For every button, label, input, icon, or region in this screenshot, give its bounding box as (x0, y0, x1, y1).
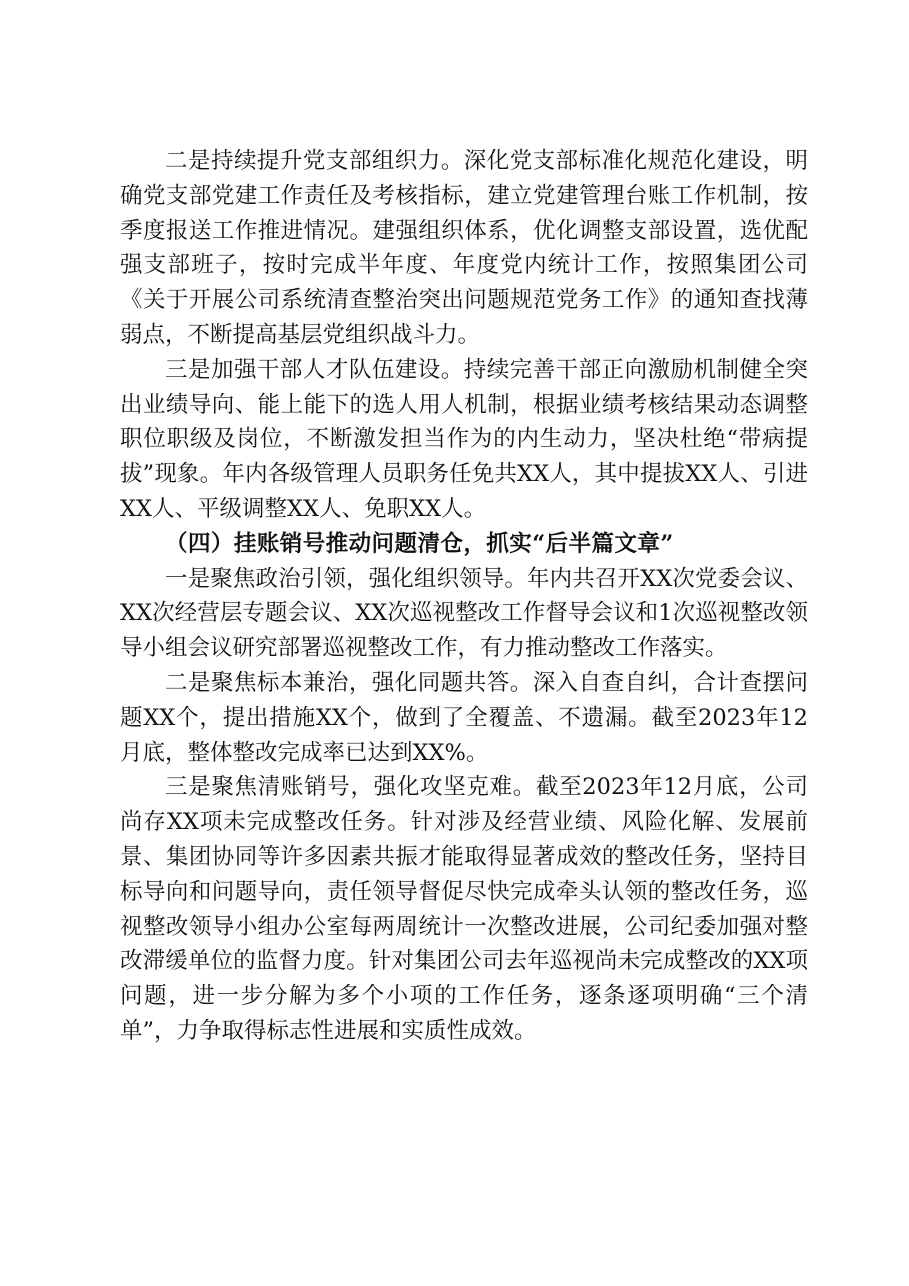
paragraph-root-causes: 二是聚焦标本兼治，强化同题共答。深入自查自纠，合计查摆问题XX个，提出措施XX个，做到了全覆盖、不遗漏。截至2023年12月底，整体整改完成率已达到XX%。 (120, 669, 808, 766)
paragraph-cadre-talent-team: 三是加强干部人才队伍建设。持续完善干部正向激励机制健全突出业绩导向、能上能下的选人用人机制，根据业绩考核结果动态调整职位职级及岗位，不断激发担当作为的内生动力，坚决杜绝“带病提拔”现象。年内各级管理人员职务任免共XX人，其中提拔XX人、引进XX人、平级调整XX人、免职XX人。 (120, 356, 808, 522)
document-body (120, 144, 808, 1049)
paragraph-political-leadership: 一是聚焦政治引领，强化组织领导。年内共召开XX次党委会议、XX次经营层专题会议、XX次巡视整改工作督导会议和1次巡视整改领导小组会议研究部署巡视整改工作，有力推动整改工作落实。 (120, 565, 808, 662)
paragraph-party-branch-organization: 二是持续提升党支部组织力。深化党支部标准化规范化建设，明确党支部党建工作责任及考核指标，建立党建管理台账工作机制，按季度报送工作推进情况。建强组织体系，优化调整支部设置，选优配强支部班子，按时完成半年度、年度党内统计工作，按照集团公司《关于开展公司系统清查整治突出问题规范党务工作》的通知查找薄弱点，不断提高基层党组织战斗力。 (120, 148, 808, 348)
paragraph-account-clearing: 三是聚焦清账销号，强化攻坚克难。截至2023年12月底，公司尚存XX项未完成整改任务。针对涉及经营业绩、风险化解、发展前景、集团协同等许多因素共振才能取得显著成效的整改任务，坚持目标导向和问题导向，责任领导督促尽快完成牵头认领的整改任务，巡视整改领导小组办公室每两周统计一次整改进展，公司纪委加强对整改滞缓单位的监督力度。针对集团公司去年巡视尚未完成整改的XX项问题，进一步分解为多个小项的工作任务，逐条逐项明确“三个清单”，力争取得标志性进展和实质性成效。 (120, 774, 808, 1044)
section-heading-4: （四）挂账销号推动问题清仓，抓实“后半篇文章” (165, 530, 674, 557)
